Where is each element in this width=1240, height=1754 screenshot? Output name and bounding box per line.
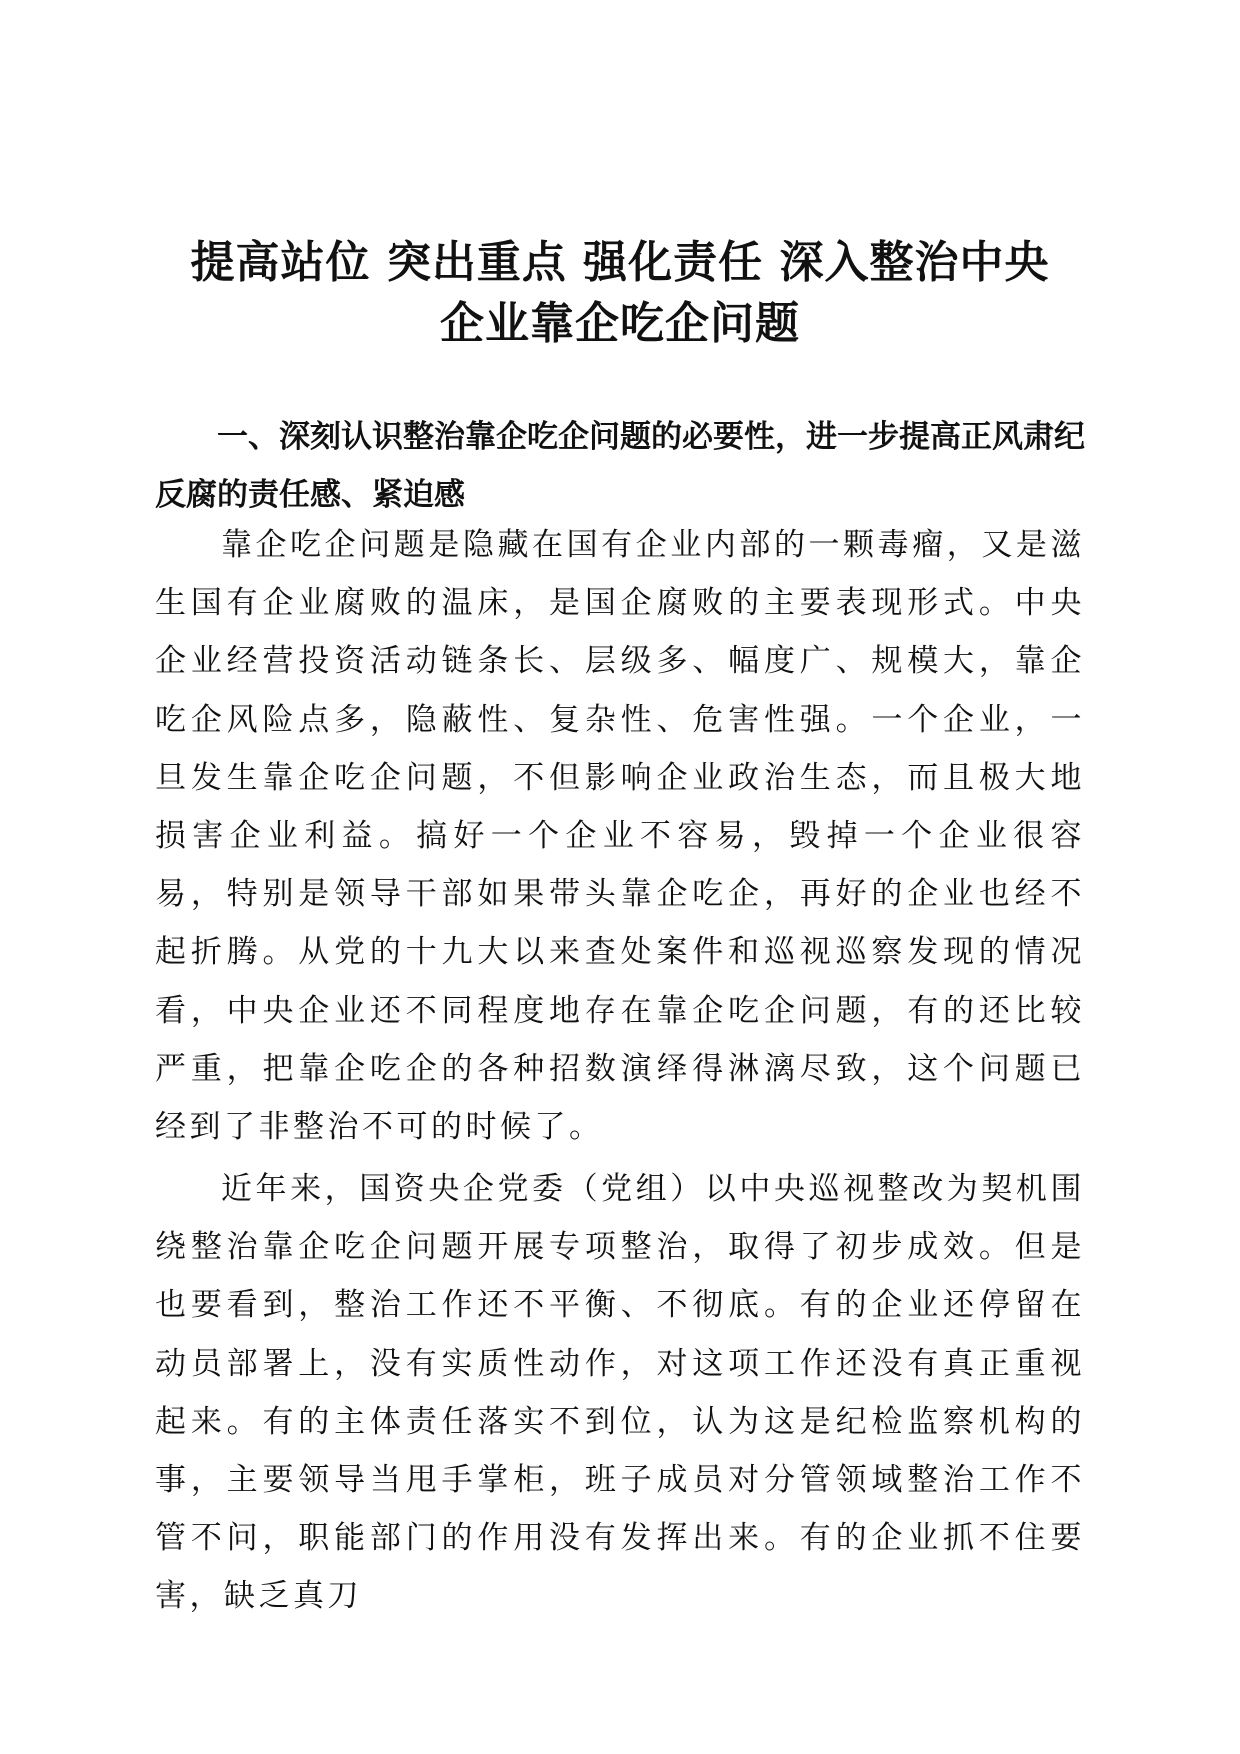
document-title bbox=[140, 232, 1100, 354]
title-line-1: 提高站位 突出重点 强化责任 深入整治中央 bbox=[190, 237, 1050, 288]
body-paragraph-1: 靠企吃企问题是隐藏在国有企业内部的一颗毒瘤，又是滋生国有企业腐败的温床，是国企腐败的主要表现形式。中央企业经营投资活动链条长、层级多、幅度广、规模大，靠企吃企风险点多，隐蔽性、复杂性、危害性强。一个企业，一旦发生靠企吃企问题，不但影响企业政治生态，而且极大地损害企业利益。搞好一个企业不容易，毁掉一个企业很容易，特别是领导干部如果带头靠企吃企，再好的企业也经不起折腾。从党的十九大以来查处案件和巡视巡察发现的情况看，中央企业还不同程度地存在靠企吃企问题，有的还比较严重，把靠企吃企的各种招数演绎得淋漓尽致，这个问题已经到了非整治不可的时候了。 bbox=[155, 527, 1085, 1146]
section-heading: 一、深刻认识整治靠企吃企问题的必要性，进一步提高正风肃纪反腐的责任感、紧迫感 bbox=[155, 419, 1085, 513]
body-paragraph-2: 近年来，国资央企党委（党组）以中央巡视整改为契机围绕整治靠企吃企问题开展专项整治，取得了初步成效。但是也要看到，整治工作还不平衡、不彻底。有的企业还停留在动员部署上，没有实质性动作，对这项工作还没有真正重视起来。有的主体责任落实不到位，认为这是纪检监察机构的事，主要领导当甩手掌柜，班子成员对分管领域整治工作不管不问，职能部门的作用没有发挥出来。有的企业抓不住要害，缺乏真刀 bbox=[155, 1171, 1085, 1615]
title-line-2: 企业靠企吃企问题 bbox=[440, 298, 800, 349]
